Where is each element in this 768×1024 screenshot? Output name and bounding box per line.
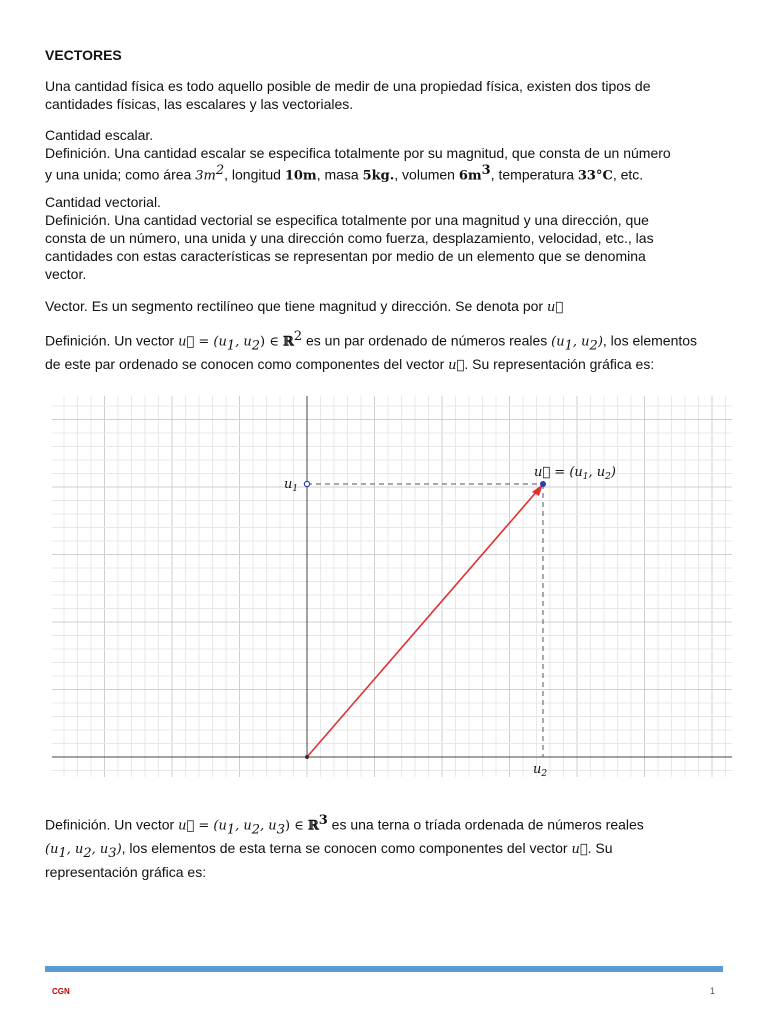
intro-line-2: cantidades físicas, las escalares y las vectoriales.: [45, 96, 354, 112]
page-number: 1: [710, 986, 716, 996]
r3-line-2: ($u_1$, $u_2$, $u_3$), los elementos de esta terna se conocen como componentes del vector u⃗. Su: [45, 840, 613, 862]
intro-line-1: Una cantidad física es todo aquello posible de medir de una propiedad física, existen dos tipos de: [45, 78, 651, 94]
r2-line-2: de este par ordenado se conocen como componentes del vector u⃗. Su representación gráfica es:: [45, 356, 655, 374]
vector-tip-point: [540, 481, 546, 487]
r3-definition: [45, 812, 723, 881]
vector-definition: Vector. Es un segmento rectilíneo que tiene magnitud y dirección. Se denota por u⃗: [45, 298, 564, 315]
scalar-title: Cantidad escalar.: [45, 127, 154, 143]
page-title: VECTORES: [45, 47, 122, 63]
graph-grid: [52, 396, 732, 777]
temperature-value: 33°C: [577, 168, 613, 184]
vector-symbol: u⃗: [546, 300, 564, 315]
origin-point: [305, 755, 309, 759]
vectorial-line-3: cantidades con estas características se representan por medio de un elemento que se denomina: [45, 248, 646, 264]
r2-line-1: Definición. Un vector u⃗ = ($u_1$, $u_2$) ∈ ℝ$^2$ es un par ordenado de números reales ($u_1$, $u_2$), los elementos: [45, 329, 698, 354]
mass-value: 5kg.: [362, 168, 395, 184]
vectorial-title: Cantidad vectorial.: [45, 194, 161, 210]
vectorial-line-1: Definición. Una cantidad vectorial se especifica totalmente por una magnitud y una dirección, que: [45, 212, 649, 228]
vector-label: u⃗ = ($u_1$, $u_2$): [534, 465, 616, 482]
u1-point: [304, 481, 309, 486]
footer-bar: [45, 966, 723, 972]
r3-line-1: Definición. Un vector u⃗ = ($u_1$, $u_2$, $u_3$) ∈ ℝ$^3$ es una terna o tríada ordenada de números reales: [45, 813, 644, 838]
u2-label: $u_2$: [533, 762, 548, 777]
area-value: 3m: [195, 168, 216, 184]
r2-definition: [45, 328, 723, 375]
intro-paragraph: [45, 77, 723, 113]
vector-graph: [52, 392, 732, 777]
scalar-line-1: Definición. Una cantidad escalar se especifica totalmente por su magnitud, que consta de un número: [45, 145, 671, 161]
r3-line-3: representación gráfica es:: [45, 864, 207, 881]
scalar-section: [45, 126, 723, 186]
footer-initials: CGN: [52, 987, 70, 996]
u1-label: $u_1$: [284, 477, 299, 494]
vectorial-section: [45, 193, 723, 283]
vectorial-line-4: vector.: [45, 266, 87, 282]
scalar-line-2: y una unida; como área $3m^2$, longitud 10m, masa 5kg., volumen $6m^3$, temperatura 33°C, etc.: [45, 163, 644, 184]
vectorial-line-2: consta de un número, una unida y una dirección como fuerza, desplazamiento, velocidad, etc., las: [45, 230, 654, 246]
volume-value: 6m: [458, 168, 482, 184]
length-value: 10m: [284, 168, 317, 184]
